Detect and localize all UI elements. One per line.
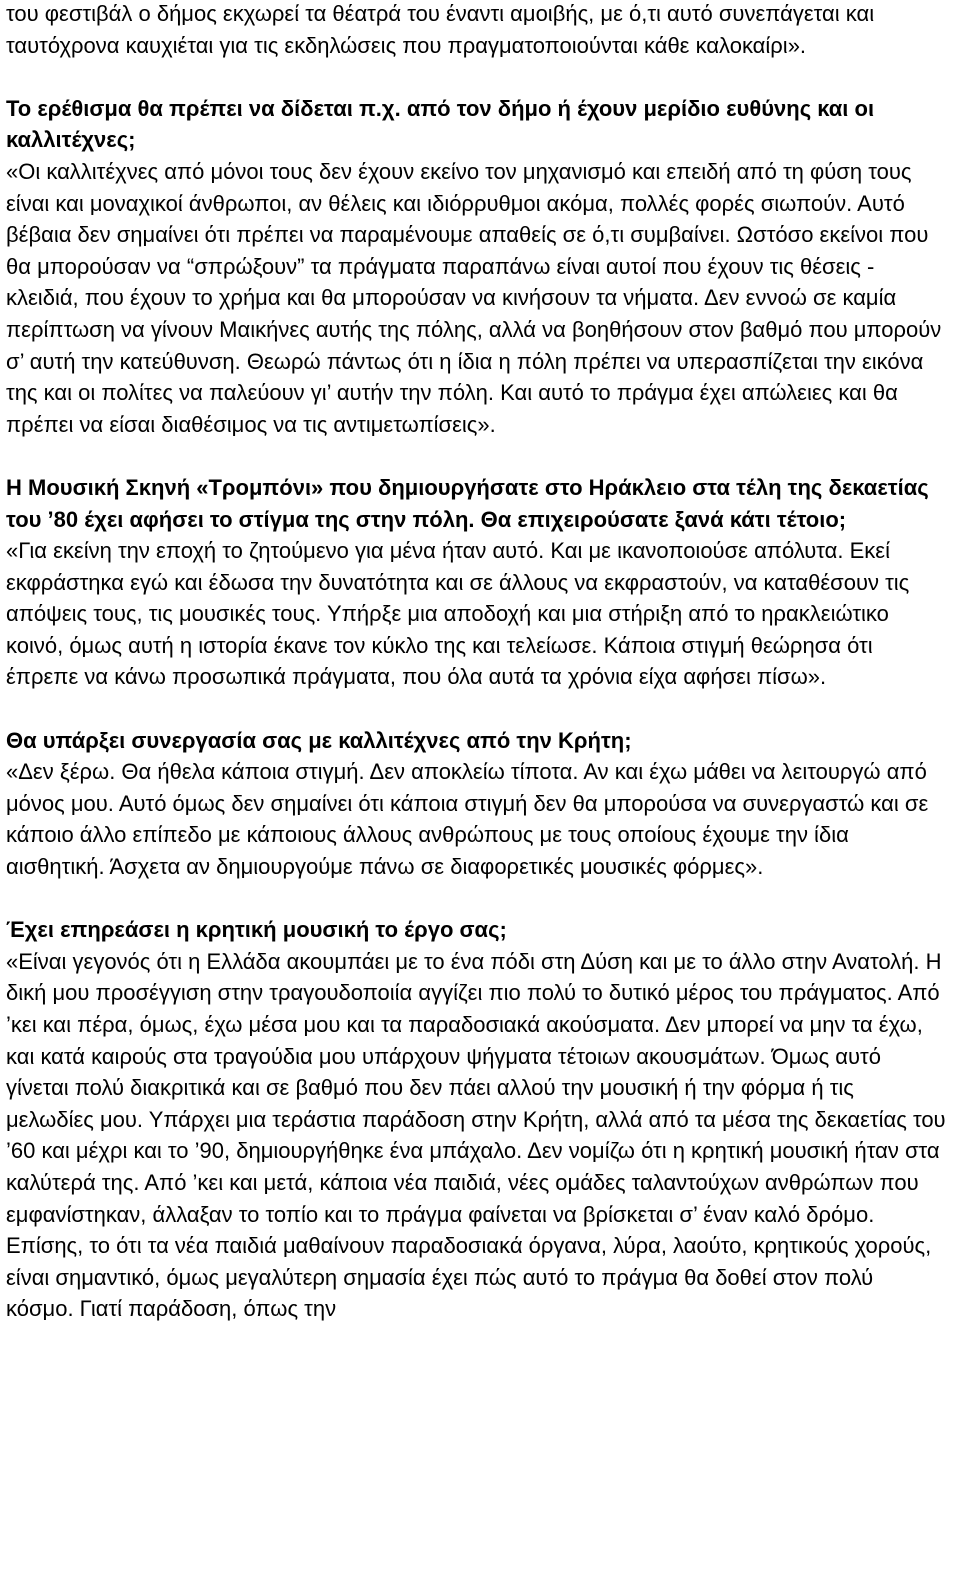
interview-answer: «Για εκείνη την εποχή το ζητούμενο για μένα ήταν αυτό. Και με ικανοποιούσε απόλυτα. Εκεί εκφράστηκα εγώ και έδωσα την δυνατότητα και σε άλλους να εκφραστούν, να καταθέσουν τις απόψεις τους, τις μουσικές τους. Υπήρξε μια αποδοχή και μια στήριξη από το ηρακλειώτικο κοινό, όμως αυτή η ιστορία έκανε τον κύκλο της και τελείωσε. Κάποια στιγμή θεώρησα ότι έπρεπε να κάνω προσωπικά πράγματα, που όλα αυτά τα χρόνια είχα αφήσει πίσω». [6,538,910,690]
interview-section-1 [6,93,946,441]
interview-question: Η Μουσική Σκηνή «Τρομπόνι» που δημιουργήσατε στο Ηράκλειο στα τέλη της δεκαετίας του ’80 έχει αφήσει το στίγμα της στην πόλη. Θα επιχειρούσατε ξανά κάτι τέτοιο; [6,474,929,532]
paragraph-spacer [6,61,946,93]
interview-section-3 [6,725,946,883]
interview-question: Το ερέθισμα θα πρέπει να δίδεται π.χ. από τον δήμο ή έχουν μερίδιο ευθύνης και οι καλλιτέχνες; [6,95,875,153]
interview-answer: «Είναι γεγονός ότι η Ελλάδα ακουμπάει με το ένα πόδι στη Δύση και με το άλλο στην Ανατολή. Η δική μου προσέγγιση στην τραγουδοποιία αγγίζει πιο πολύ το δυτικό μέρος του πράγματος. Από ’κει και πέρα, όμως, έχω μέσα μου και τα παραδοσιακά ακούσματα. Δεν μπορεί να μην τα έχω, και κατά καιρούς στα τραγούδια μου υπάρχουν ψήγματα τέτοιων ακουσμάτων. Όμως αυτό γίνεται πολύ διακριτικά και σε βαθμό που δεν πάει αλλού την μουσική ή την φόρμα ή τις μελωδίες μου. Υπάρχει μια τεράστια παράδοση στην Κρήτη, αλλά από τα μέσα της δεκαετίας του ’60 και μέχρι και το ’90, δημιουργήθηκε ένα μπάχαλο. Δεν νομίζω ότι η κρητική μουσική ήταν στα καλύτερά της. Από ’κει και μετά, κάποια νέα παιδιά, νέες ομάδες ταλαντούχων ανθρώπων που εμφανίστηκαν, άλλαξαν το τοπίο και το πράγμα φαίνεται να βρίσκεται σ’ έναν καλό δρόμο. Επίσης, το ότι τα νέα παιδιά μαθαίνουν παραδοσιακά όργανα, λύρα, λαούτο, κρητικούς χορούς, είναι σημαντικό, όμως μεγαλύτερη σημασία έχει πώς αυτό το πράγμα θα δοθεί στον πολύ κόσμο. Γιατί παράδοση, όπως την [6,948,946,1322]
interview-question: Έχει επηρεάσει η κρητική μουσική το έργο σας; [6,917,507,943]
intro-paragraph: του φεστιβάλ ο δήμος εκχωρεί τα θέατρά του έναντι αμοιβής, με ό,τι αυτό συνεπάγεται και ταυτόχρονα καυχιέται για τις εκδηλώσεις που πραγματοποιούνται κάθε καλοκαίρι». [6,1,875,58]
interview-answer: «Οι καλλιτέχνες από μόνοι τους δεν έχουν εκείνο τον μηχανισμό και επειδή από τη φύση τους είναι και μοναχικοί άνθρωποι, αν θέλεις και ιδιόρρυθμοι ακόμα, πολλές φορές σιωπούν. Αυτό βέβαια δεν σημαίνει ότι πρέπει να παραμένουμε απαθείς σε ό,τι συμβαίνει. Ωστόσο εκείνοι που θα μπορούσαν να “σπρώξουν” τα πράγματα παραπάνω είναι αυτοί που έχουν τις θέσεις - κλειδιά, που έχουν το χρήμα και θα μπορούσαν να κινήσουν τα νήματα. Δεν εννοώ σε καμία περίπτωση να γίνουν Μαικήνες αυτής της πόλης, αλλά να βοηθήσουν στον βαθμό που μπορούν σ’ αυτή την κατεύθυνση. Θεωρώ πάντως ότι η ίδια η πόλη πρέπει να υπερασπίζεται την εικόνα της και οι πολίτες να παλεύουν γι’ αυτήν την πόλη. Και αυτό το πράγμα έχει απώλειες και θα πρέπει να είσαι διαθέσιμος να τις αντιμετωπίσεις». [6,158,942,437]
interview-section-2 [6,472,946,693]
paragraph-spacer [6,440,946,472]
paragraph-spacer [6,883,946,915]
paragraph-spacer [6,693,946,725]
interview-section-4 [6,914,946,1325]
interview-question: Θα υπάρξει συνεργασία σας με καλλιτέχνες από την Κρήτη; [6,727,632,753]
interview-answer: «Δεν ξέρω. Θα ήθελα κάποια στιγμή. Δεν αποκλείω τίποτα. Αν και έχω μάθει να λειτουργώ από μόνος μου. Αυτό όμως δεν σημαίνει ότι κάποια στιγμή δεν θα μπορούσα να συνεργαστώ και σε κάποιο άλλο επίπεδο με κάποιους άλλους ανθρώπους με τους οποίους έχουμε την ίδια αισθητική. Άσχετα αν δημιουργούμε πάνω σε διαφορετικές μουσικές φόρμες». [6,759,929,880]
